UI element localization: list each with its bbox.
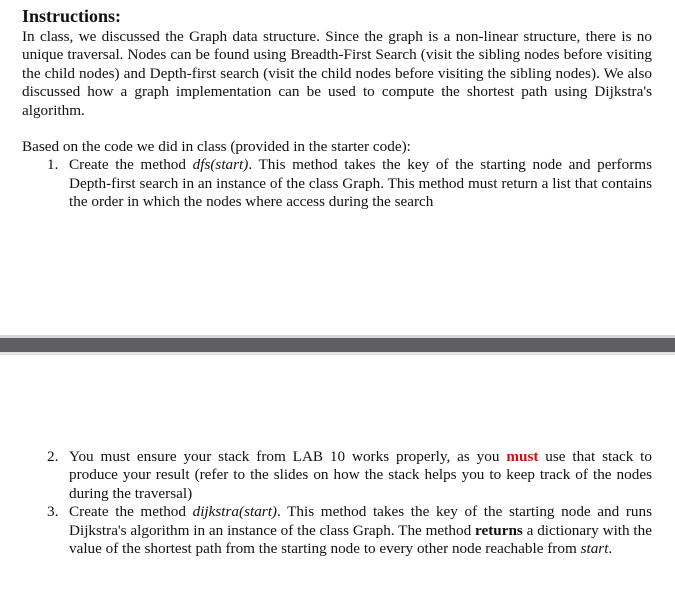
task-list-part-1 xyxy=(22,156,652,211)
intro-paragraph: In class, we discussed the Graph data structure. Since the graph is a non-linear structure, there is no unique traversal. Nodes can be found using Breadth-First Search (visit the sibling nodes before visiting the child nodes) and Depth-first search (visit the child nodes before visiting the sibling nodes). We also discussed how a graph implementation can be used to compute the shortest path using Dijkstra's algorithm. xyxy=(22,28,652,119)
method-name: dfs(start) xyxy=(192,156,249,174)
task-text: Create the method xyxy=(69,503,193,521)
task-text: a dictionary with the value of the shortest path from the starting node to every other node reachable from xyxy=(69,521,652,558)
task-text: . This method takes the key of the starting node and runs Dijkstra's algorithm in an instance of the class Graph. The method xyxy=(69,503,652,539)
task-number: 2. xyxy=(47,448,59,465)
page-break-divider xyxy=(0,338,675,352)
task-item-1 xyxy=(22,156,652,211)
task-number: 3. xyxy=(47,503,59,521)
based-on-paragraph: Based on the code we did in class (provided in the starter code): xyxy=(22,138,411,156)
must-emphasis: must xyxy=(506,448,539,465)
task-item-2 xyxy=(22,448,652,503)
instructions-heading: Instructions: xyxy=(22,6,122,26)
task-text: You must ensure your stack from LAB 10 works properly, as you xyxy=(69,448,507,465)
start-param: start xyxy=(580,540,609,558)
task-number: 1. xyxy=(47,156,59,174)
task-text: use that stack to produce your result (refer to the slides on how the stack helps you to keep track of the nodes during the traversal) xyxy=(69,448,652,502)
task-text: Create the method xyxy=(69,156,193,174)
task-list-part-2 xyxy=(22,448,652,558)
returns-emphasis: returns xyxy=(475,521,523,539)
task-item-3 xyxy=(22,503,652,558)
method-name: dijkstra(start) xyxy=(192,503,277,521)
task-text: . This method takes the key of the starting node and performs Depth-first search in an instance of the class Graph. This method must return a list that contains the order in which the nodes where access during the search xyxy=(69,156,652,211)
instructions-section xyxy=(22,6,652,212)
instructions-continued-section xyxy=(22,448,652,558)
task-text: . xyxy=(608,540,613,558)
